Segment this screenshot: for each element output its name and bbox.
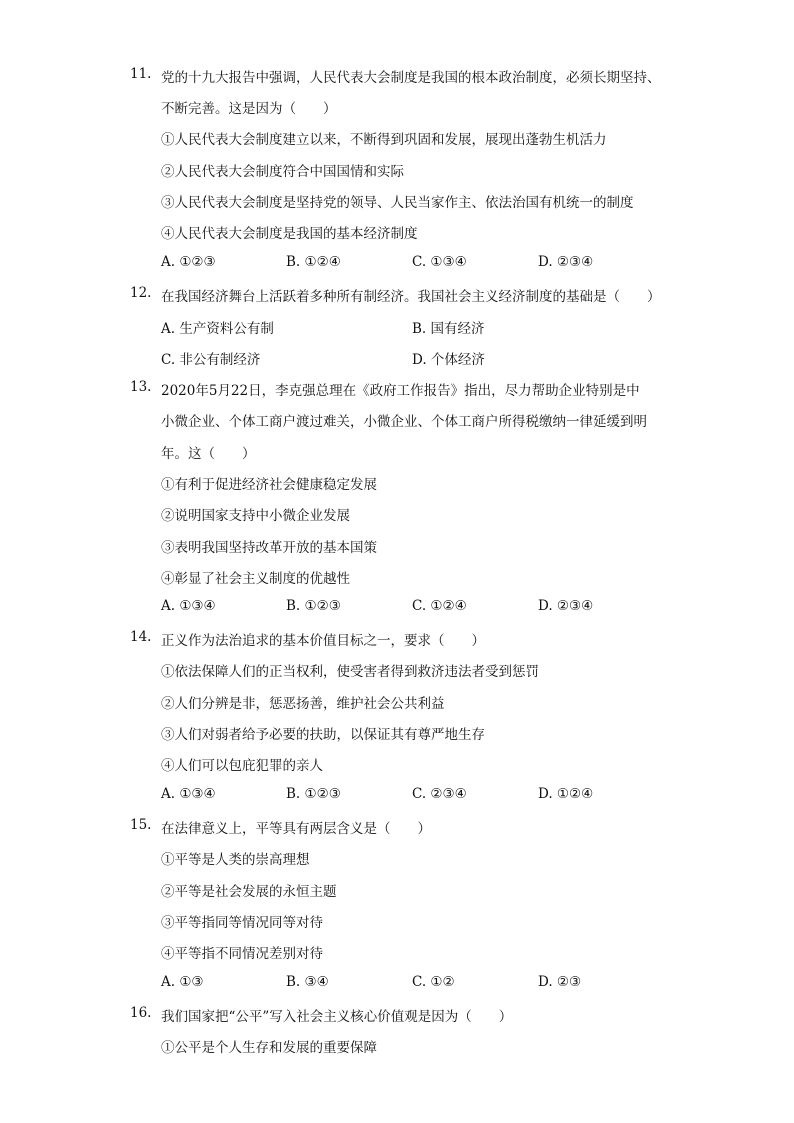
- statement-item: ②人民代表大会制度符合中国国情和实际: [161, 164, 404, 180]
- option-c[interactable]: C. 非公有制经济: [161, 352, 261, 368]
- statement-item: ①有利于促进经济社会健康稳定发展: [161, 477, 377, 493]
- question-stem-line: 年。这（ ）: [161, 446, 256, 462]
- option-b[interactable]: B. ①②③: [286, 786, 341, 802]
- statement-item: ③平等指同等情况同等对待: [161, 915, 323, 931]
- statement-item: ①公平是个人生存和发展的重要保障: [161, 1040, 377, 1056]
- question-number: 16.: [130, 1005, 152, 1021]
- question-number: 12.: [130, 285, 152, 301]
- option-d[interactable]: D. 个体经济: [412, 352, 485, 368]
- statement-item: ②平等是社会发展的永恒主题: [161, 884, 337, 900]
- option-a[interactable]: A. ①③④: [161, 786, 216, 802]
- statement-item: ①平等是人类的崇高理想: [161, 852, 310, 868]
- option-b[interactable]: B. 国有经济: [412, 321, 485, 337]
- question-stem-line: 不断完善。这是因为（ ）: [161, 101, 337, 117]
- statement-item: ③人们对弱者给予必要的扶助，以保证其有尊严地生存: [161, 727, 485, 743]
- option-a[interactable]: A. 生产资料公有制: [161, 321, 274, 337]
- option-d[interactable]: D. ①②④: [538, 786, 594, 802]
- option-c[interactable]: C. ②③④: [412, 786, 467, 802]
- statement-item: ④彰显了社会主义制度的优越性: [161, 571, 350, 587]
- statement-item: ①人民代表大会制度建立以来，不断得到巩固和发展，展现出蓬勃生机活力: [161, 132, 607, 148]
- question-stem-line: 我们国家把“公平”写入社会主义核心价值观是因为（ ）: [161, 1009, 513, 1025]
- question-stem-line: 党的十九大报告中强调，人民代表大会制度是我国的根本政治制度，必须长期坚持、: [161, 70, 661, 86]
- option-a[interactable]: A. ①③④: [161, 598, 216, 614]
- option-c[interactable]: C. ①③④: [412, 254, 467, 270]
- statement-item: ③表明我国坚持改革开放的基本国策: [161, 540, 377, 556]
- option-c[interactable]: C. ①②④: [412, 598, 467, 614]
- option-b[interactable]: B. ③④: [286, 974, 329, 990]
- question-stem-line: 在法律意义上，平等具有两层含义是（ ）: [161, 821, 431, 837]
- question-number: 13.: [130, 379, 152, 395]
- option-b[interactable]: B. ①②④: [286, 254, 341, 270]
- statement-item: ④人民代表大会制度是我国的基本经济制度: [161, 226, 418, 242]
- statement-item: ②说明国家支持中小微企业发展: [161, 508, 350, 524]
- option-d[interactable]: D. ②③④: [538, 598, 594, 614]
- option-d[interactable]: D. ②③④: [538, 254, 594, 270]
- statement-item: ④平等指不同情况差别对待: [161, 946, 323, 962]
- question-stem-line: 正义作为法治追求的基本价值目标之一，要求（ ）: [161, 633, 485, 649]
- statement-item: ②人们分辨是非，惩恶扬善，维护社会公共利益: [161, 696, 445, 712]
- statement-item: ③人民代表大会制度是坚持党的领导、人民当家作主、依法治国有机统一的制度: [161, 195, 634, 211]
- question-stem-line: 2020年5月22日，李克强总理在《政府工作报告》指出，尽力帮助企业特别是中: [161, 383, 640, 399]
- question-stem-line: 在我国经济舞台上活跃着多种所有制经济。我国社会主义经济制度的基础是（ ）: [161, 289, 661, 305]
- option-d[interactable]: D. ②③: [538, 974, 582, 990]
- option-a[interactable]: A. ①②③: [161, 254, 216, 270]
- statement-item: ④人们可以包庇犯罪的亲人: [161, 758, 323, 774]
- option-a[interactable]: A. ①③: [161, 974, 204, 990]
- question-number: 14.: [130, 629, 152, 645]
- statement-item: ①依法保障人们的正当权利，使受害者得到救济违法者受到惩罚: [161, 664, 539, 680]
- question-number: 11.: [130, 66, 152, 82]
- question-number: 15.: [130, 817, 152, 833]
- option-b[interactable]: B. ①②③: [286, 598, 341, 614]
- option-c[interactable]: C. ①②: [412, 974, 455, 990]
- question-stem-line: 小微企业、个体工商户渡过难关，小微企业、个体工商户所得税缴纳一律延缓到明: [161, 414, 647, 430]
